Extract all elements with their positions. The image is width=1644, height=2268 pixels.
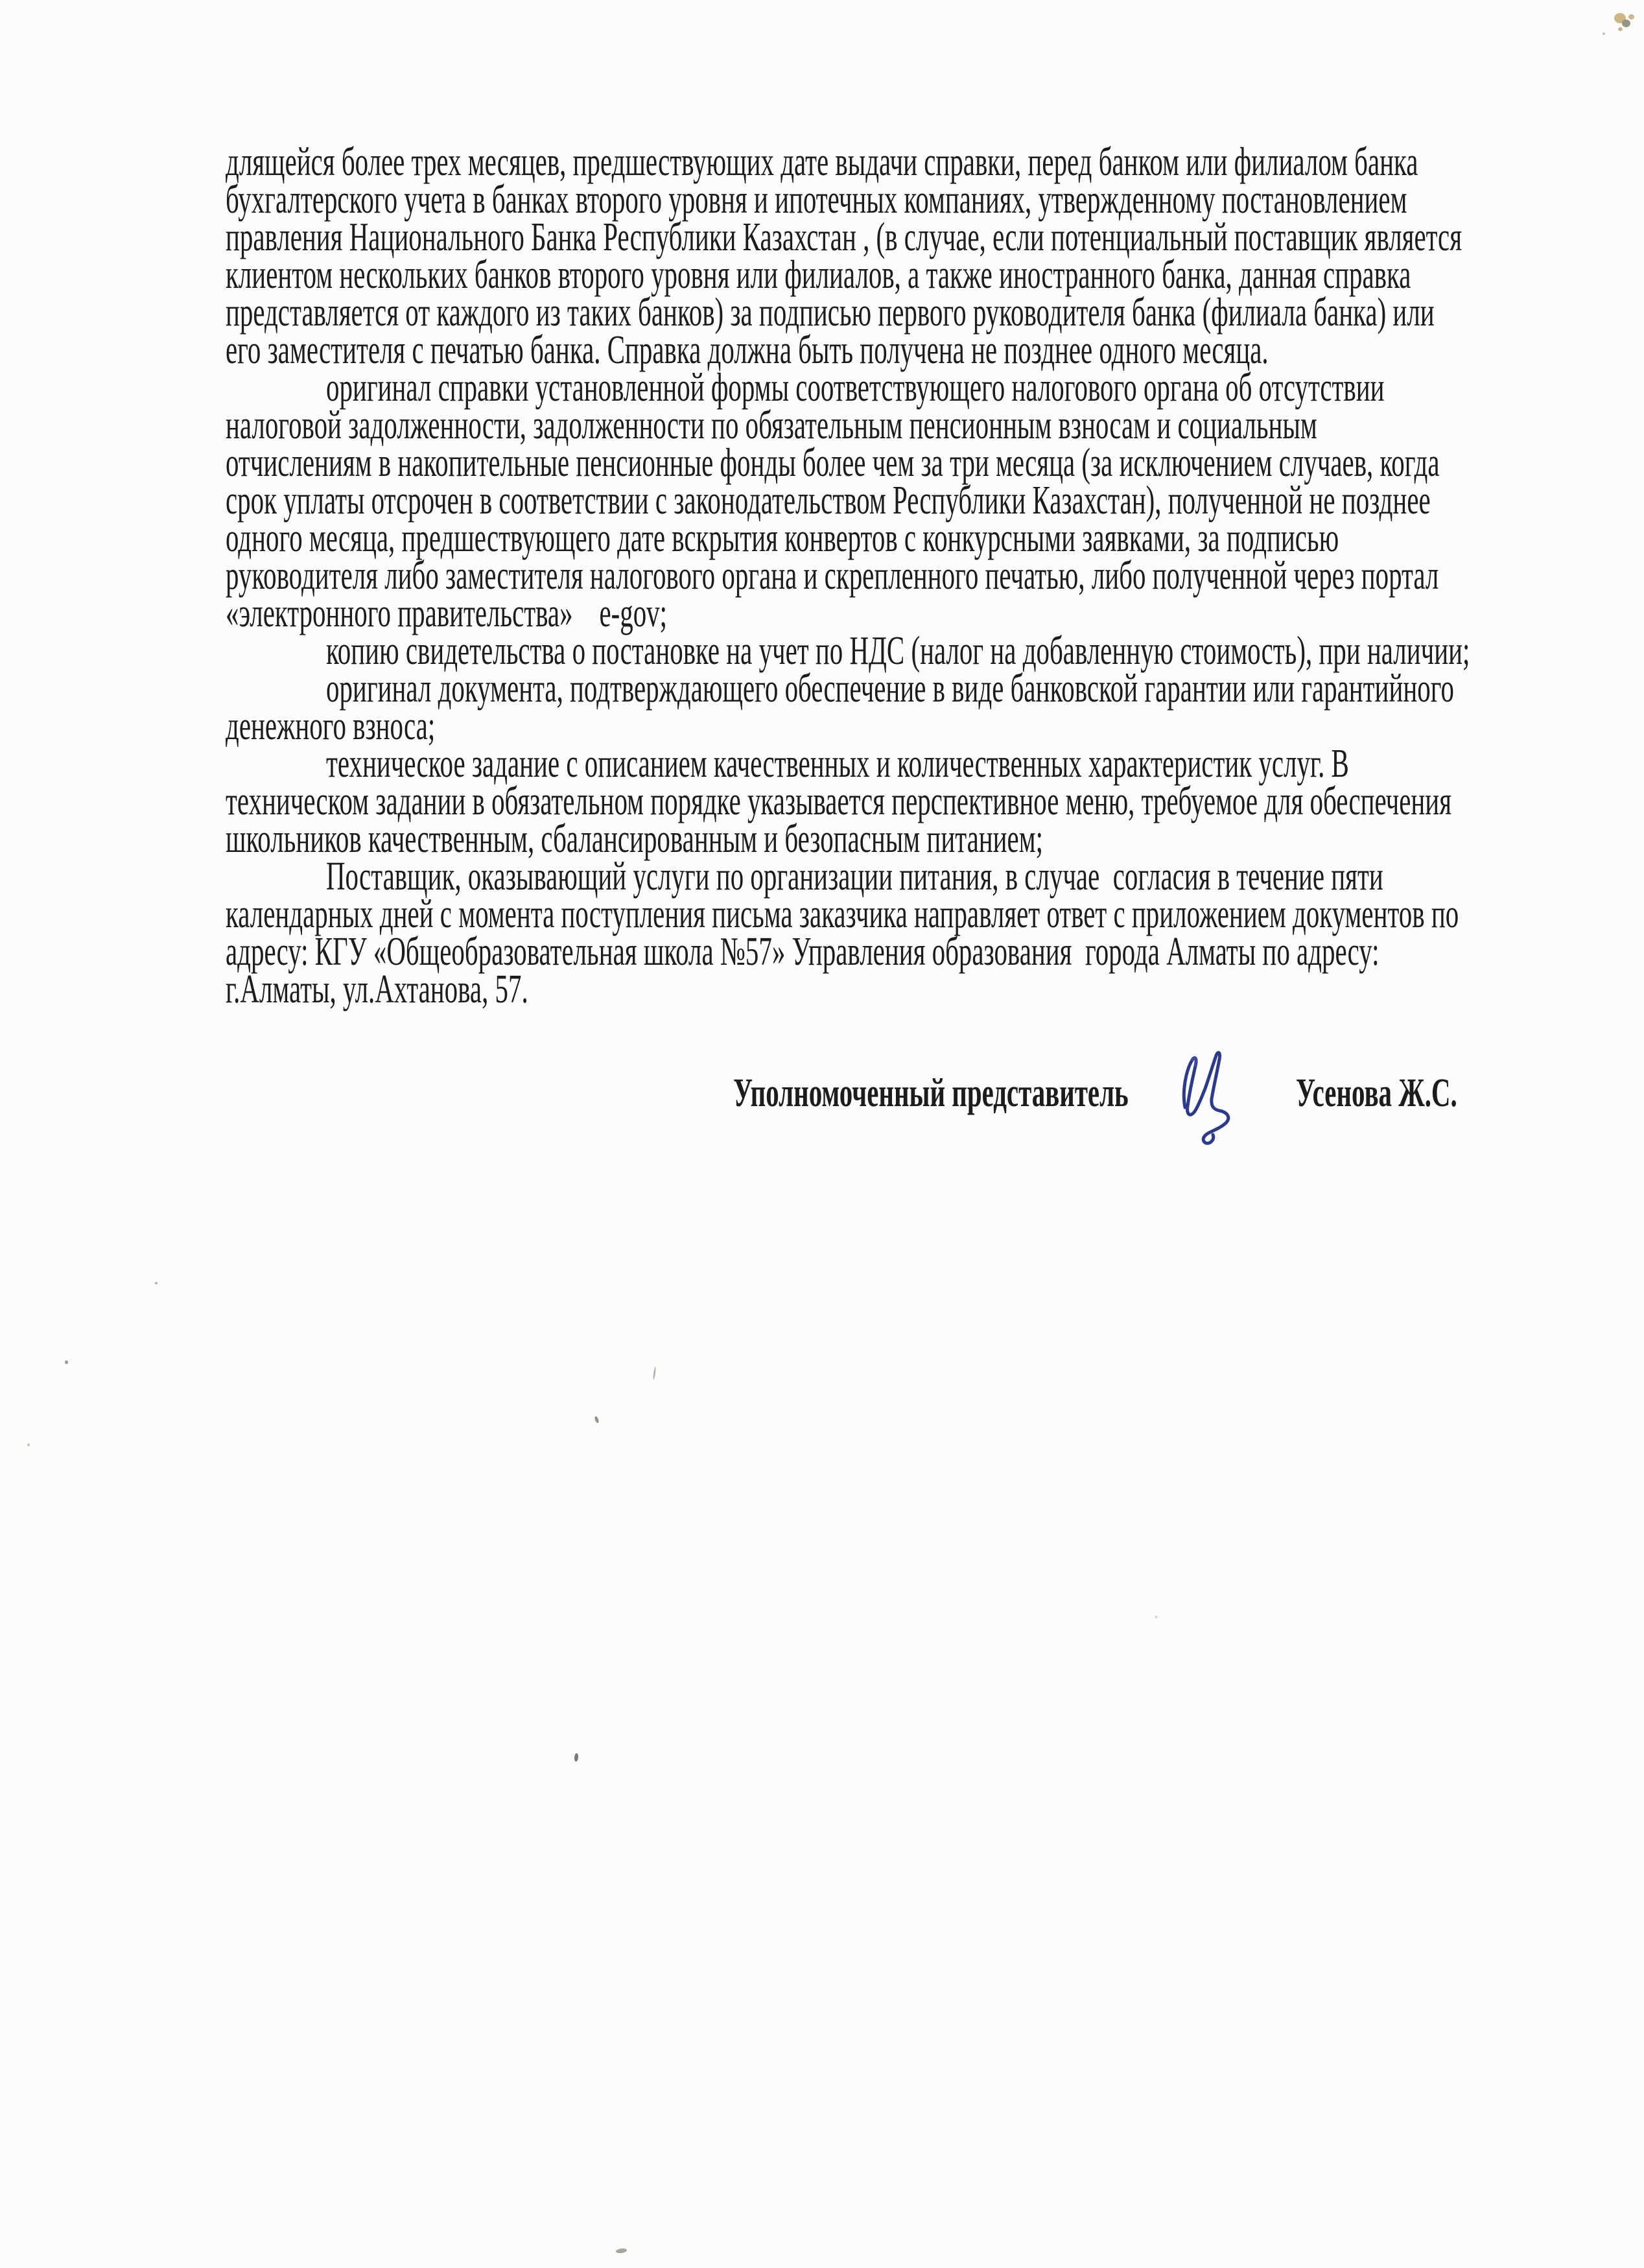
text-line: правления Национального Банка Республики Казахстан , (в случае, если потенциальный поставщик является	[226, 215, 1462, 259]
handwritten-signature-icon	[1175, 1048, 1238, 1152]
text-line: одного месяца, предшествующего дате вскрытия конвертов с конкурсными заявками, за подписью	[226, 516, 1339, 560]
scan-speck	[1603, 32, 1605, 35]
signature-role-label: Уполномоченный представитель	[733, 1071, 1129, 1115]
text-line: отчислениям в накопительные пенсионные фонды более чем за три месяца (за исключением случаев, когда	[226, 441, 1440, 485]
scan-speck	[574, 1753, 578, 1762]
scan-speck	[27, 1443, 30, 1447]
scan-speck	[1622, 19, 1630, 27]
text-line: техническом задании в обязательном порядке указывается перспективное меню, требуемое для обеспечения	[226, 779, 1452, 823]
text-line: календарных дней с момента поступления письма заказчика направляет ответ с приложением документов по	[226, 892, 1459, 936]
text-line: клиентом нескольких банков второго уровня или филиалов, а также иностранного банка, данная справка	[226, 253, 1411, 297]
signature-signer-name: Усенова Ж.С.	[1296, 1071, 1457, 1115]
scan-speck	[653, 1367, 657, 1380]
text-line: длящейся более трех месяцев, предшествующих дате выдачи справки, перед банком или филиалом банка	[226, 140, 1418, 184]
text-line: г.Алматы, ул.Ахтанова, 57.	[226, 967, 528, 1011]
text-line: Поставщик, оказывающий услуги по организации питания, в случае согласия в течение пяти	[326, 855, 1383, 899]
scan-speck	[1155, 1616, 1157, 1618]
text-line: налоговой задолженности, задолженности по обязательным пенсионным взносам и социальным	[226, 403, 1317, 447]
text-line: представляется от каждого из таких банков) за подписью первого руководителя банка (филиала банка) или	[226, 290, 1435, 335]
text-line: его заместителя с печатью банка. Справка должна быть получена не позднее одного месяца.	[226, 328, 1269, 372]
text-line: школьников качественным, сбалансированным и безопасным питанием;	[226, 817, 1043, 861]
scan-speck	[1628, 14, 1634, 19]
scan-speck	[616, 2248, 628, 2254]
scan-speck	[1618, 27, 1623, 31]
text-line: оригинал документа, подтверждающего обеспечение в виде банковской гарантии или гарантийного	[326, 667, 1454, 711]
text-line: бухгалтерского учета в банках второго уровня и ипотечных компаниях, утвержденному постановлением	[226, 178, 1407, 222]
scan-speck	[65, 1360, 68, 1364]
scan-speck	[594, 1415, 599, 1423]
text-line: копию свидетельства о постановке на учет по НДС (налог на добавленную стоимость), при наличии;	[326, 629, 1470, 673]
text-line: «электронного правительства» e-gov;	[226, 591, 667, 635]
text-line: оригинал справки установленной формы соответствующего налогового органа об отсутствии	[326, 366, 1385, 410]
text-line: техническое задание с описанием качественных и количественных характеристик услуг. В	[326, 742, 1349, 786]
text-line: срок уплаты отсрочен в соответствии с законодательством Республики Казахстан), полученной не позднее	[226, 478, 1431, 523]
scan-speck	[155, 1282, 158, 1284]
document-body	[226, 140, 1555, 1011]
text-line: денежного взноса;	[226, 704, 436, 748]
text-line: адресу: КГУ «Общеобразовательная школа №57» Управления образования города Алматы по адресу:	[226, 930, 1380, 974]
text-line: руководителя либо заместителя налогового органа и скрепленного печатью, либо полученной через портал	[226, 554, 1439, 598]
